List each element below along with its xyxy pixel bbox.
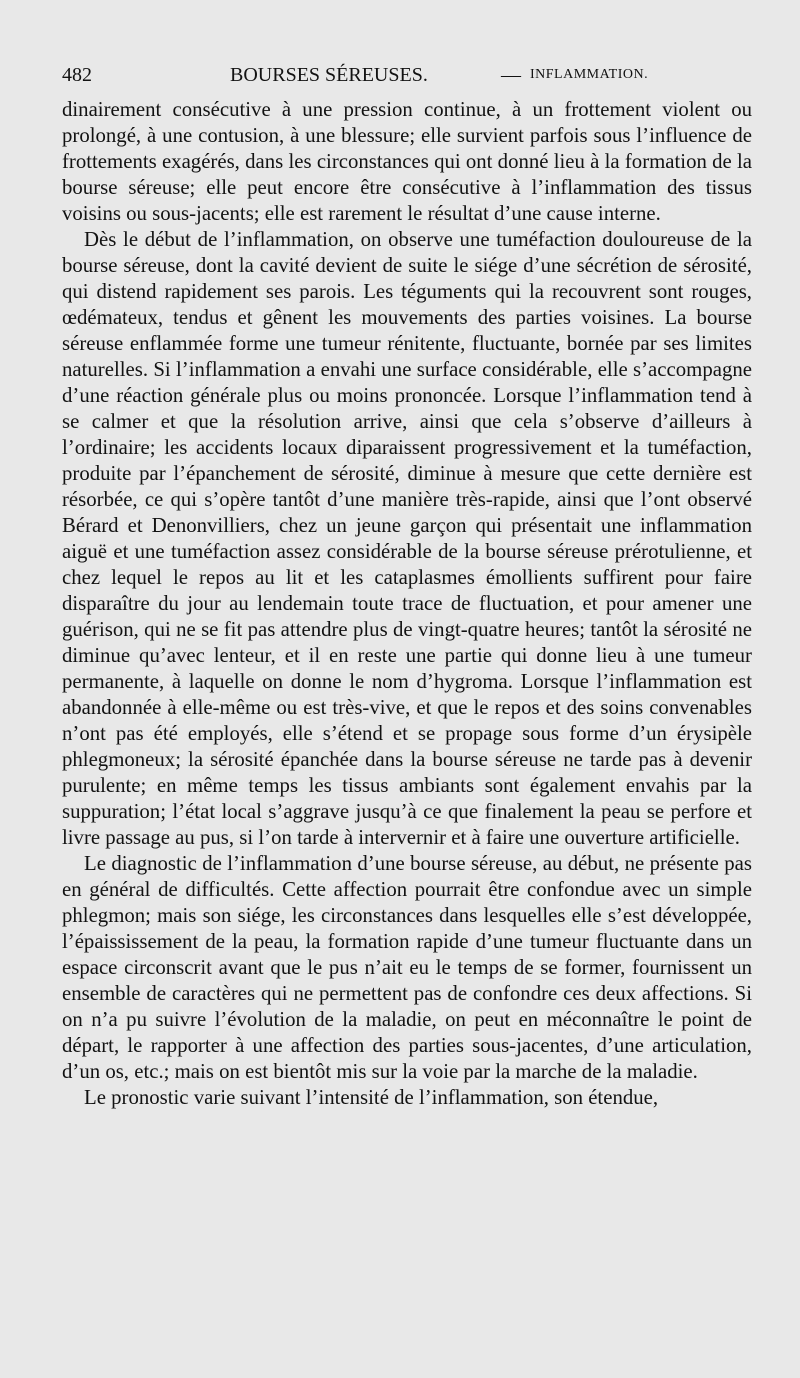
running-head xyxy=(62,60,752,90)
section-title: INFLAMMATION. xyxy=(530,67,649,82)
header-separator: — xyxy=(501,64,521,86)
paragraph-diagnosis: Le diagnostic de l’inflammation d’une bourse séreuse, au début, ne présente pas en général de difficultés. Cette affection pourrait être confondue avec un simple phlegmon; mais son siége, les circonstances dans lesquelles elle s’est développée, l’épaississement de la peau, la formation rapide d’une tumeur fluctuante dans un espace circonscrit avant que le pus n’ait eu le temps de se former, fournissent un ensemble de caractères qui ne permettent pas de confondre ces deux affections. Si on n’a pu suivre l’évolution de la maladie, on peut en méconnaître le point de départ, le rapporter à une affection des parties sous-jacentes, d’une articulation, d’un os, etc.; mais on est bientôt mis sur la voie par la marche de la maladie. xyxy=(62,852,752,1083)
running-title: BOURSES SÉREUSES. xyxy=(230,64,428,86)
paragraph-inflammation-course: Dès le début de l’inflammation, on observe une tuméfaction douloureuse de la bourse séreuse, dont la cavité devient de suite le siége d’une sécrétion de sérosité, qui distend rapidement ses parois. Les téguments qui la recouvrent sont rouges, œdémateux, tendus et gênent les mouvements des parties voisines. La bourse séreuse enflammée forme une tumeur rénitente, fluctuante, bornée par ses limites naturelles. Si l’inflammation a envahi une surface considérable, elle s’accompagne d’une réaction générale plus ou moins prononcée. Lorsque l’inflammation tend à se calmer et que la résolution arrive, ainsi que cela s’observe d’ailleurs à l’ordinaire; les accidents locaux diparaissent progressivement et la tuméfaction, produite par l’épanchement de sérosité, diminue à mesure que cette dernière est résorbée, ce qui s’opère tantôt d’une manière très-rapide, ainsi que l’ont observé Bérard et Denonvilliers, chez un jeune garçon qui présentait une inflammation aiguë et une tuméfaction assez considérable de la bourse séreuse prérotulienne, et chez lequel le repos au lit et les cataplasmes émollients suffirent pour faire disparaître du jour au lendemain toute trace de fluctuation, et pour amener une guérison, qui ne se fit pas attendre plus de vingt-quatre heures; tantôt la sérosité ne diminue qu’avec lenteur, et il en reste une partie qui donne lieu à une tumeur permanente, à laquelle on donne le nom d’hygroma. Lorsque l’inflammation est abandonnée à elle-même ou est très-vive, et que le repos et des soins convenables n’ont pas été employés, elle s’étend et se propage sous forme d’un érysipèle phlegmoneux; la sérosité épanchée dans la bourse séreuse ne tarde pas à devenir purulente; en même temps les tissus ambiants sont également envahis par la suppuration; l’état local s’aggrave jusqu’à ce que finalement la peau se perfore et livre passage au pus, si l’on tarde à intervernir et à faire une ouverture artificielle. xyxy=(62,228,752,849)
paragraph-prognosis: Le pronostic varie suivant l’intensité de l’inflammation, son étendue, xyxy=(84,1086,659,1109)
paragraph-continued: dinairement consécutive à une pression continue, à un frottement violent ou prolongé, à une contusion, à une blessure; elle survient parfois sous l’influence de frottements exagérés, dans les circonstances qui ont donné lieu à la formation de la bourse séreuse; elle peut encore être consécutive à l’inflammation des tissus voisins ou sous-jacents; elle est rarement le résultat d’une cause interne. xyxy=(62,98,752,225)
page-number: 482 xyxy=(62,64,92,86)
body-text xyxy=(62,97,752,1111)
